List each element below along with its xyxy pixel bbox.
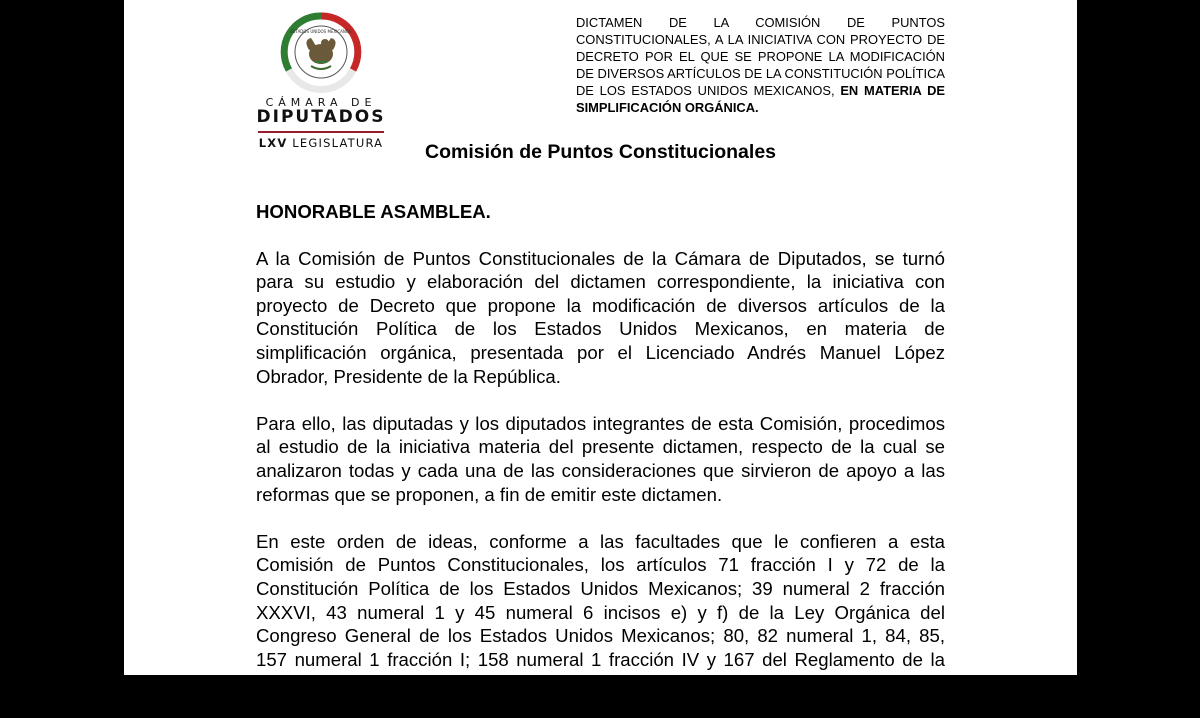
logo-divider — [258, 131, 384, 133]
committee-title: Comisión de Puntos Constitucionales — [424, 141, 777, 163]
legislatura-roman: LXV — [258, 136, 288, 150]
document-body — [256, 200, 945, 718]
body-paragraph-2: Para ello, las diputadas y los diputados integrantes de esta Comisión, procedimos al estudio de la iniciativa materia del presente dictamen, respecto de la cual se analizaron todas y cada una de las consideraciones que sirvieron de apoyo a las reformas que se proponen, a fin de emitir este dictamen. — [256, 412, 945, 505]
logo-diputados-text: DIPUTADOS — [256, 107, 386, 127]
dictamen-header — [576, 14, 945, 116]
logo-camara-text: CÁMARA DE — [265, 96, 377, 109]
coat-of-arms-emblem-icon — [281, 12, 361, 92]
document-page — [124, 0, 1077, 694]
header-bold-text: EN MATERIA DE SIMPLIFICACIÓN ORGÁNICA. — [576, 83, 945, 115]
header-regular-text: DICTAMEN DE LA COMISIÓN DE PUNTOS CONSTITUCIONALES, A LA INICIATIVA CON PROYECTO DE DECRETO POR EL QUE SE PROPONE LA MODIFICACIÓN DE DIVERSOS ARTÍCULOS DE LA CONSTITUCIÓN POLÍTICA DE LOS ESTADOS UNIDOS MEXICANOS, — [576, 15, 945, 98]
svg-text:ESTADOS UNIDOS MEXICANOS: ESTADOS UNIDOS MEXICANOS — [290, 29, 352, 34]
salutation-heading: HONORABLE ASAMBLEA. — [256, 201, 491, 222]
body-paragraph-1: A la Comisión de Puntos Constitucionales de la Cámara de Diputados, se turnó para su estudio y elaboración del dictamen correspondiente, la iniciativa con proyecto de Decreto que propone la modificación de diversos artículos de la Constitución Política de los Estados Unidos Mexicanos, en materia de simplificación orgánica, presentada por el Licenciado Andrés Manuel López Obrador, Presidente de la República. — [256, 247, 945, 387]
body-paragraph-3: En este orden de ideas, conforme a las facultades que le confieren a esta Comisión de Puntos Constitucionales, los artículos 71 fracción I y 72 de la Constitución Política de los Estados Unidos Mexicanos; 39 numeral 2 fracción XXXVI, 43 numeral 1 y 45 numeral 6 incisos e) y f) de la Ley Orgánica del Congreso General de los Estados Unidos Mexicanos; 80, 82 numeral 1, 84, 85, 157 numeral 1 fracción I; 158 numeral 1 fracción IV y 167 del Reglamento de la Cámara de Diputados, se somete a la consideración y, en su caso, a la — [256, 530, 945, 694]
legislatura-word: LEGISLATURA — [292, 136, 384, 150]
camara-de-diputados-logo — [256, 12, 386, 150]
